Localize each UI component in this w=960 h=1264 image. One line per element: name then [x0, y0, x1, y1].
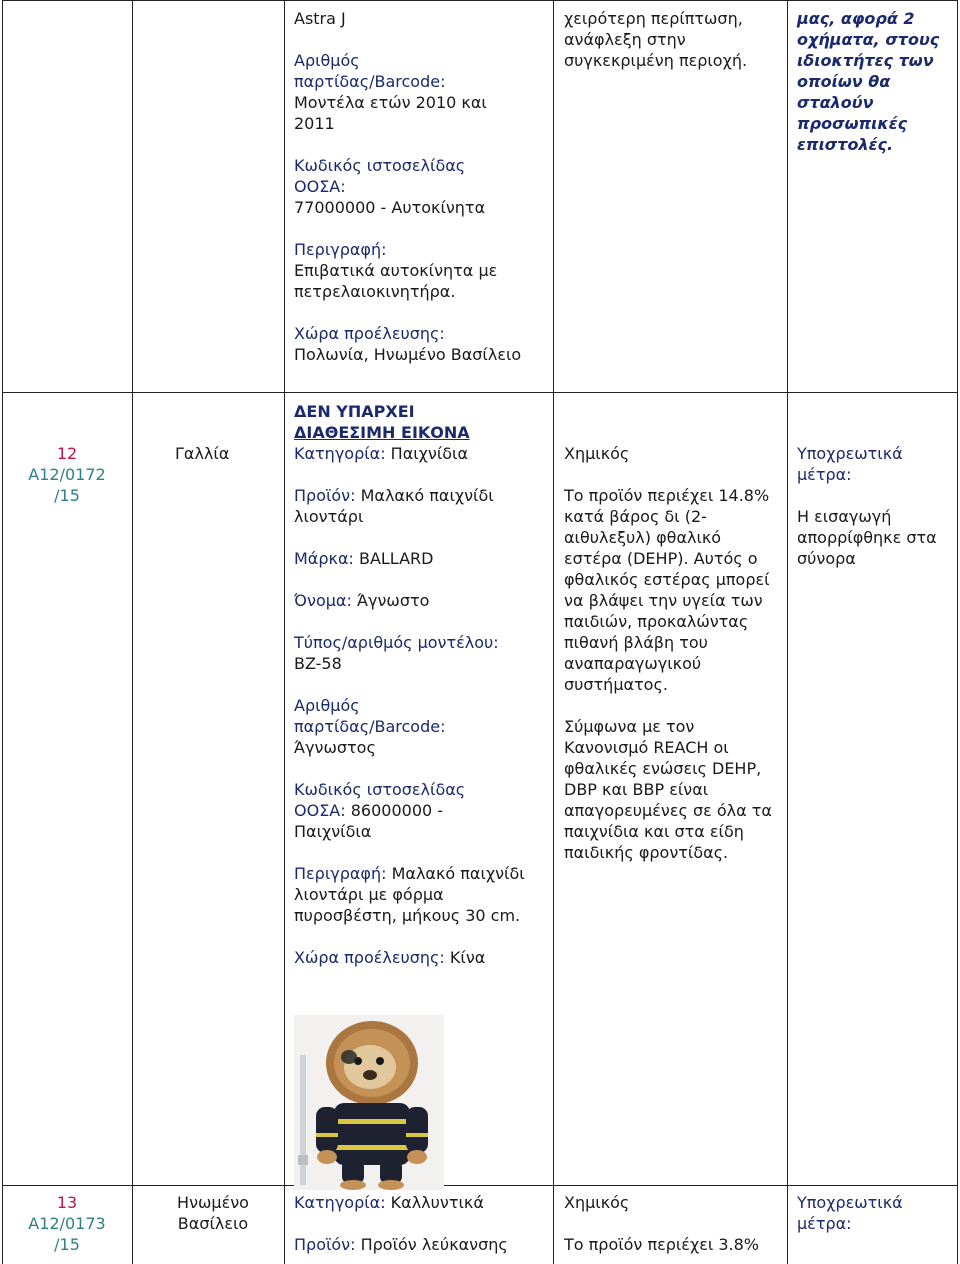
batch-label: Αριθμός παρτίδας/Barcode:: [294, 51, 446, 91]
prev-risk-cell: [564, 8, 774, 71]
code-label: Κωδικός ιστοσελίδας ΟΟΣΑ:: [294, 156, 466, 196]
row13-product-cell: [294, 1192, 544, 1255]
notifying-country: Γαλλία: [175, 444, 230, 463]
reference-code: A12/0173: [28, 1214, 106, 1233]
batch-value: Μοντέλα ετών 2010 και 2011: [294, 93, 487, 133]
grid-line: [787, 0, 788, 1264]
category-value: Παιχνίδια: [390, 444, 469, 463]
grid-line: [553, 0, 554, 1264]
batch-value: Άγνωστος: [294, 738, 376, 757]
grid-line: [2, 392, 958, 393]
code-label: Κωδικός ιστοσελίδας ΟΟΣΑ:: [294, 780, 466, 820]
reference-code: A12/0172: [28, 465, 106, 484]
measures-text: μας, αφορά 2 οχήματα, στους ιδιοκτήτες των οποίων θα σταλούν προσωπικές επιστολές.: [797, 9, 940, 154]
row12-measures-cell: [797, 443, 952, 569]
product-value: Μαλακό παιχνίδι λιοντάρι: [294, 486, 494, 526]
grid-line: [132, 0, 133, 1264]
origin-value: Πολωνία, Ηνωμένο Βασίλειο: [294, 345, 522, 364]
origin-value: Κίνα: [449, 948, 486, 967]
risk-type: Χημικός: [564, 1193, 630, 1212]
risk-text: χειρότερη περίπτωση, ανάφλεξη στην συγκεκριμένη περιοχή.: [564, 9, 748, 70]
measures-label: Υποχρεωτικά μέτρα:: [797, 1193, 903, 1233]
prev-product-cell: [294, 8, 544, 365]
name-label: Όνομα:: [294, 591, 352, 610]
row-number: 12: [56, 444, 78, 463]
product-photo: [294, 1015, 444, 1190]
row12-risk-cell: [564, 443, 782, 863]
reference-year: /15: [54, 1235, 80, 1254]
category-label: Κατηγορία:: [294, 444, 386, 463]
no-image-line-1: ΔΕΝ ΥΠΑΡΧΕΙ: [294, 402, 415, 421]
brand-label: Μάρκα:: [294, 549, 354, 568]
batch-label: Αριθμός παρτίδας/Barcode:: [294, 696, 446, 736]
no-image-line-2: ΔΙΑΘΕΣΙΜΗ ΕΙΚΟΝΑ: [294, 423, 470, 442]
row13-country-cell: [158, 1192, 268, 1234]
desc-label: Περιγραφή:: [294, 240, 387, 259]
row12-country-cell: [175, 443, 229, 464]
type-label: Τύπος/αριθμός μοντέλου:: [294, 633, 499, 652]
origin-label: Χώρα προέλευσης:: [294, 324, 445, 343]
row12-product-cell: [294, 401, 544, 968]
prev-measures-cell: [797, 8, 947, 155]
category-label: Κατηγορία:: [294, 1193, 386, 1212]
desc-value: Μαλακό παιχνίδι λιοντάρι με φόρμα πυροσβέστη, μήκους 30 cm.: [294, 864, 525, 925]
product-label: Προϊόν:: [294, 1235, 356, 1254]
risk-type: Χημικός: [564, 444, 630, 463]
grid-line: [957, 0, 958, 1264]
desc-value: Επιβατικά αυτοκίνητα με πετρελαιοκινητήρα.: [294, 261, 498, 301]
lion-plush-image: [294, 1015, 444, 1190]
code-value: 86000000 - Παιχνίδια: [294, 801, 444, 841]
row13-measures-cell: [797, 1192, 952, 1234]
grid-line: [2, 0, 958, 1]
category-value: Καλλυντικά: [390, 1193, 484, 1212]
reference-year: /15: [54, 486, 80, 505]
risk-description: Το προϊόν περιέχει 3.8%: [564, 1235, 759, 1254]
desc-label: Περιγραφή:: [294, 864, 387, 883]
measures-label: Υποχρεωτικά μέτρα:: [797, 444, 903, 484]
type-value: BZ-58: [294, 654, 342, 673]
name-value: Άγνωστο: [356, 591, 430, 610]
row13-number-cell: [17, 1192, 117, 1255]
origin-label: Χώρα προέλευσης:: [294, 948, 445, 967]
risk-regulation: Σύμφωνα με τον Κανονισμό REACH οι φθαλικές ενώσεις DEHP, DBP και BBP είναι απαγορευμένες σε όλα τα παιχνίδια και στα είδη παιδικής φροντίδας.: [564, 717, 772, 862]
row-number: 13: [56, 1193, 78, 1212]
code-value: 77000000 - Αυτοκίνητα: [294, 198, 486, 217]
risk-description: Το προϊόν περιέχει 14.8% κατά βάρος δι (2-αιθυλεξυλ) φθαλικό εστέρα (DEHP). Αυτός ο φθαλικός εστέρας μπορεί να βλάψει την υγεία των παιδιών, προκαλώντας πιθανή βλάβη του αναπαραγωγικού συστήματος.: [564, 486, 770, 694]
product-model: Astra J: [294, 9, 346, 28]
row12-number-cell: [17, 443, 117, 506]
row13-risk-cell: [564, 1192, 782, 1255]
grid-line: [284, 0, 285, 1264]
brand-value: BALLARD: [358, 549, 434, 568]
grid-line: [2, 0, 3, 1264]
notifying-country: Ηνωμένο Βασίλειο: [177, 1193, 249, 1233]
grid-line: [2, 1185, 958, 1186]
product-label: Προϊόν:: [294, 486, 356, 505]
measures-value: Η εισαγωγή απορρίφθηκε στα σύνορα: [797, 507, 937, 568]
product-value: Προϊόν λεύκανσης: [360, 1235, 508, 1254]
